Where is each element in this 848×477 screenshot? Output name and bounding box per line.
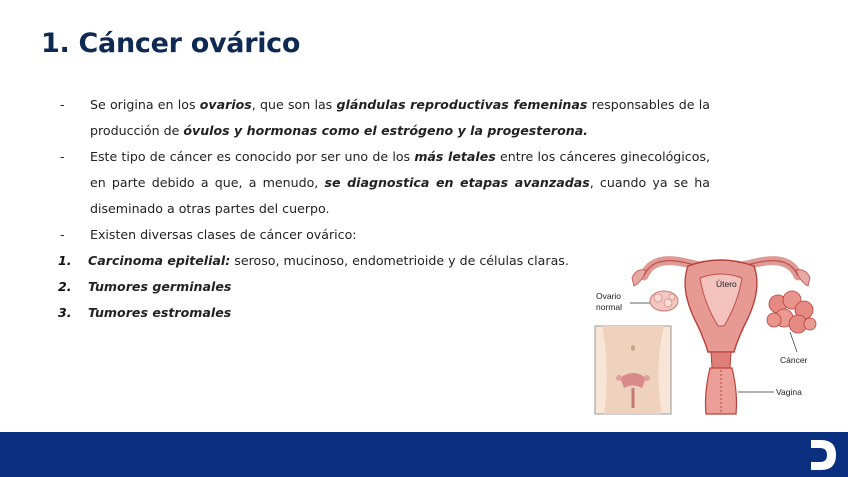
normal-ovary: [650, 291, 678, 311]
anatomy-diagram: [592, 248, 824, 418]
label-vagina: Vagina: [776, 387, 802, 397]
slide-title: 1. Cáncer ovárico: [41, 28, 301, 59]
bullet-item: [58, 92, 710, 144]
emphasis-text: Tumores estromales: [88, 305, 232, 320]
body-text: entre los cánceres ginecológicos, en parte debido a que, a menudo,: [90, 149, 710, 190]
footer-bar: [0, 432, 848, 477]
body-text: seroso, mucinoso, endometrioide y de células claras.: [230, 253, 569, 268]
brand-logo-icon: [808, 438, 838, 472]
ovarian-cancer-illustration: [592, 248, 824, 418]
emphasis-text: glándulas reproductivas femeninas: [336, 97, 588, 112]
list-marker: -: [60, 227, 65, 242]
list-marker: 1.: [58, 253, 72, 268]
body-text: Este tipo de cáncer es conocido por ser uno de los: [90, 149, 415, 164]
emphasis-text: más letales: [414, 149, 496, 164]
label-uterus: Útero: [716, 279, 737, 289]
emphasis-text: se diagnostica en etapas avanzadas: [324, 175, 590, 190]
body-text: Existen diversas clases de cáncer ovárico:: [90, 227, 357, 242]
bullet-list: [58, 92, 710, 248]
body-text: , cuando ya se ha diseminado a otras partes del cuerpo.: [90, 175, 711, 216]
list-text: [90, 92, 710, 144]
emphasis-text: ovarios: [199, 97, 252, 112]
label-ovary-normal: normal: [596, 302, 622, 312]
list-marker: -: [60, 97, 65, 112]
label-cancer: Cáncer: [780, 355, 808, 365]
bullet-item: [58, 144, 710, 222]
body-text: , que son las: [251, 97, 337, 112]
list-text: [90, 144, 710, 222]
emphasis-text: óvulos y hormonas como el estrógeno y la progesterona.: [183, 123, 588, 138]
label-ovary: Ovario: [596, 291, 622, 301]
list-marker: 3.: [58, 305, 72, 320]
list-marker: -: [60, 149, 65, 164]
body-text: responsables de la producción de: [90, 97, 710, 138]
body-inset: [595, 326, 671, 414]
cancerous-ovary: [767, 291, 816, 333]
emphasis-text: Carcinoma epitelial:: [88, 253, 231, 268]
bullet-item: [58, 222, 710, 248]
emphasis-text: Tumores germinales: [88, 279, 232, 294]
list-marker: 2.: [58, 279, 72, 294]
body-text: Se origina en los: [90, 97, 200, 112]
list-text: [90, 222, 710, 248]
